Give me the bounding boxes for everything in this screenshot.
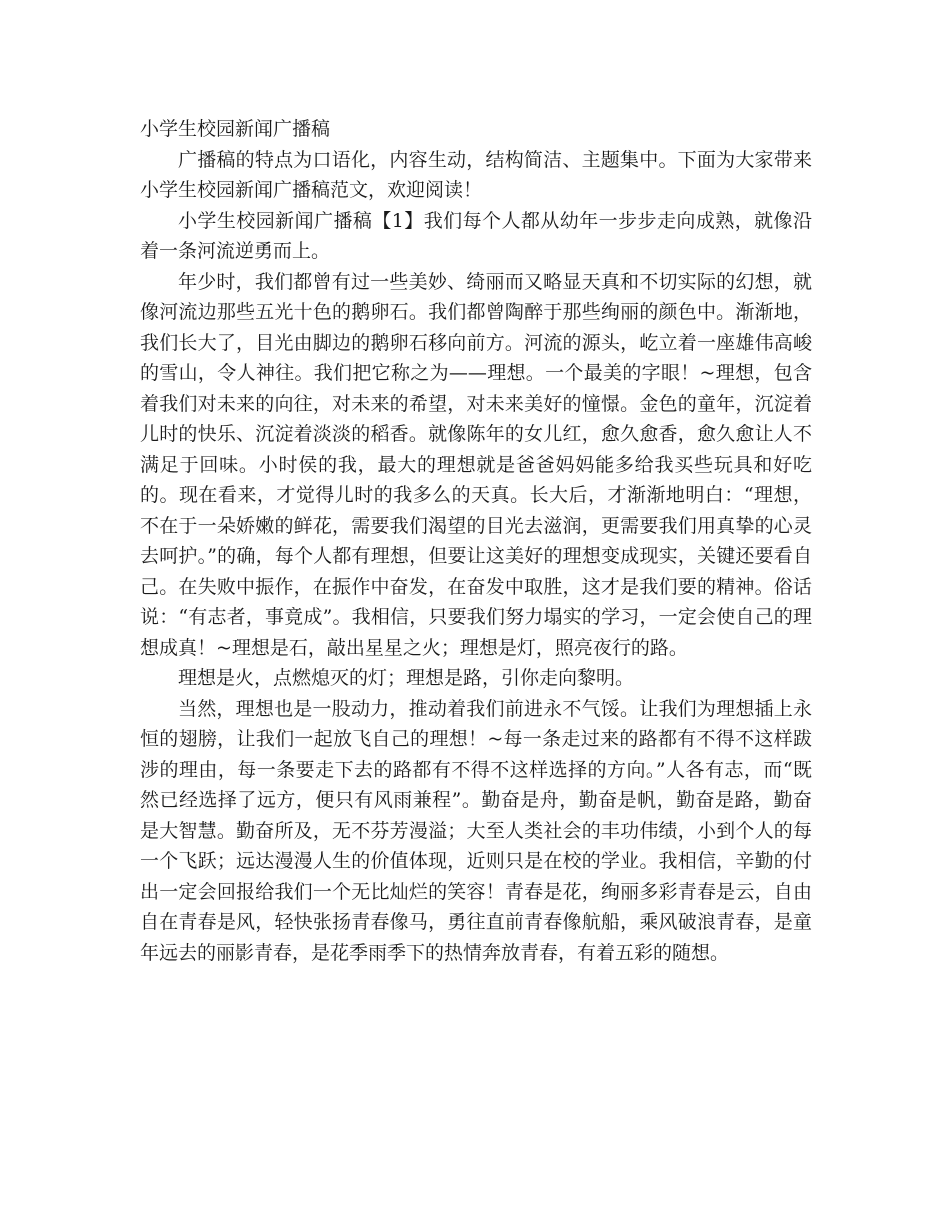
paragraph-diligence-youth: 当然，理想也是一股动力，推动着我们前进永不气馁。让我们为理想插上永恒的翅膀，让我们一起放飞自己的理想！~每一条走过来的路都有不得不这样跋涉的理由，每一条要走下去的路都有不得不这样选择的方向。”人各有志，而“既然已经选择了远方，便只有风雨兼程”。勤奋是舟，勤奋是帆，勤奋是路，勤奋是大智慧。勤奋所及，无不芬芳漫溢；大至人类社会的丰功伟绩，小到个人的每一个飞跃；远达漫漫人生的价值体现，近则只是在校的学业。我相信，辛勤的付出一定会回报给我们一个无比灿烂的笑容！青春是花，绚丽多彩青春是云，自由自在青春是风，轻快张扬青春像马，勇往直前青春像航船，乘风破浪青春，是童年远去的丽影青春，是花季雨季下的热情奔放青春，有着五彩的随想。 [140, 697, 812, 964]
paragraph-ideals: 年少时，我们都曾有过一些美妙、绮丽而又略显天真和不切实际的幻想，就像河流边那些五光十色的鹅卵石。我们都曾陶醉于那些绚丽的颜色中。渐渐地，我们长大了，目光由脚边的鹅卵石移向前方。河流的源头，屹立着一座雄伟高峻的雪山，令人神往。我们把它称之为——理想。一个最美的字眼！~理想，包含着我们对未来的向往，对未来的希望，对未来美好的憧憬。金色的童年，沉淀着儿时的快乐、沉淀着淡淡的稻香。就像陈年的女儿红，愈久愈香，愈久愈让人不满足于回味。小时侯的我，最大的理想就是爸爸妈妈能多给我买些玩具和好吃的。现在看来，才觉得儿时的我多么的天真。长大后，才渐渐地明白：“理想，不在于一朵娇嫩的鲜花，需要我们渴望的目光去滋润，更需要我们用真挚的心灵去呵护。”的确，每个人都有理想，但要让这美好的理想变成现实，关键还要看自己。在失败中振作，在振作中奋发，在奋发中取胜，这才是我们要的精神。俗话说：“有志者，事竟成”。我相信，只要我们努力塌实的学习，一定会使自己的理想成真！~理想是石，敲出星星之火；理想是灯，照亮夜行的路。 [140, 270, 812, 659]
paragraph-intro: 广播稿的特点为口语化，内容生动，结构简洁、主题集中。下面为大家带来小学生校园新闻广播稿范文，欢迎阅读！ [140, 148, 812, 201]
paragraph-ideal-fire: 理想是火，点燃熄灭的灯；理想是路，引你走向黎明。 [178, 667, 635, 689]
document-page [140, 114, 812, 968]
paragraph-heading-1: 小学生校园新闻广播稿【1】我们每个人都从幼年一步步走向成熟，就像沿着一条河流逆勇而上。 [140, 209, 812, 262]
document-title: 小学生校园新闻广播稿 [140, 118, 331, 140]
